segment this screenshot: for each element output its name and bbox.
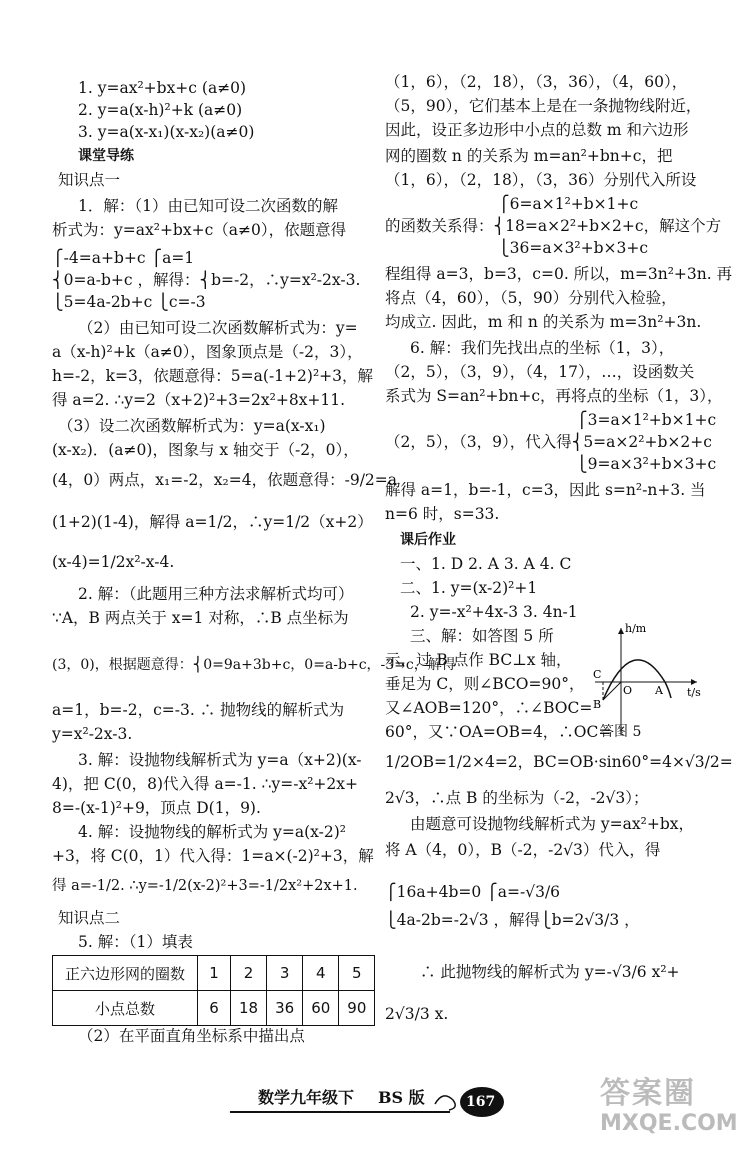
equation-line: ⎨0=a-b+c ，解得：⎨b=-2，∴y=x²-2x-3. <box>52 271 361 289</box>
text-line: 因此，设正多边形中小点的总数 m 和六边形 <box>385 121 689 139</box>
figure-caption: 答图 5 <box>600 724 642 740</box>
text-line: 4. 解：设抛物线的解析式为 y=a(x-2)² <box>78 823 347 841</box>
text-line: 三、解：如答图 5 所 <box>410 627 554 645</box>
text-line: 将点（4，60），（5，90）分别代入检验， <box>385 289 677 307</box>
point-label-o: O <box>623 684 633 697</box>
equation-line: ⎧16a+4b=0 ⎧a=-√3/6 <box>385 883 561 901</box>
ob-segment <box>603 682 621 700</box>
text-line: (x-4)=1/2x²-x-4. <box>52 553 175 571</box>
y-axis-label: h/m <box>625 622 647 635</box>
table-cell: 5 <box>339 956 375 991</box>
table-cell: 60 <box>303 991 339 1026</box>
table-row <box>53 956 375 991</box>
table-cell: 18 <box>231 991 267 1026</box>
text-line: ∵A，B 两点关于 x=1 对称，∴B 点坐标为 <box>52 609 349 627</box>
text-line: 又∠AOB=120°，∴∠BOC= <box>385 699 593 717</box>
text-line: ∴ 此抛物线的解析式为 y=-√3/6 x²+ <box>420 963 680 981</box>
text-line: 4)，把 C(0，8)代入得 a=-1. ∴y=-x²+2x+ <box>52 775 358 793</box>
text-line: （2）在平面直角坐标系中描出点 <box>78 1027 305 1045</box>
page-footer <box>230 1082 530 1122</box>
text-line: +3，将 C(0，1）代入得：1=a×(-2)²+3，解 <box>52 847 374 865</box>
point-label-b: B <box>593 698 602 711</box>
table-cell: 小点总数 <box>53 991 198 1026</box>
text-line: 析式为：y=ax²+bx+c（a≠0），依题意得 <box>52 221 347 239</box>
text-line: 2. 解：（此题用三种方法求解析式均可） <box>78 585 354 603</box>
table-cell: 3 <box>267 956 303 991</box>
table-cell: 正六边形网的圈数 <box>53 956 198 991</box>
text-line: (4，0）两点，x₁=-2，x₂=4，依题意得：-9/2=a <box>52 471 398 489</box>
text-line: 1/2OB=1/2×4=2，BC=OB·sin60°=4×√3/2= <box>385 753 733 771</box>
equation-line: ⎧3=a×1²+b×1+c <box>576 411 717 429</box>
equation-line: ⎩4a-2b=-2√3 ，解得⎩b=2√3/3 ， <box>385 911 640 929</box>
text-line: y=x²-2x-3. <box>52 725 133 743</box>
text-line: （3）设二次函数解析式为：y=a(x-x₁) <box>58 417 326 435</box>
watermark-title: 答案圈 <box>600 1076 696 1111</box>
equation-line: ⎧6=a×1²+b×1+c <box>498 195 639 213</box>
text-line: 垂足为 C，则∠BCO=90°， <box>385 675 585 693</box>
text-line: 将 A（4，0），B（-2，-2√3）代入，得 <box>385 841 661 859</box>
watermark-domain: MXQE.COM <box>600 1111 738 1136</box>
text-line: （5，90），它们基本上是在一条抛物线附近， <box>385 97 702 115</box>
table-row <box>53 991 375 1026</box>
text-line: 系式为 S=an²+bn+c，再将点的坐标（1，3）， <box>385 387 723 405</box>
x-axis-arrow <box>691 679 697 685</box>
text-line: 一、1. D 2. A 3. A 4. C <box>400 555 572 573</box>
table-cell: 2 <box>231 956 267 991</box>
text-line: 网的圈数 n 的关系为 m=an²+bn+c，把 <box>385 147 673 165</box>
equation-line: 的函数关系得：⎨18=a×2²+b×2+c，解这个方 <box>385 217 722 235</box>
text-line: 二、1. y=(x-2)²+1 <box>400 579 538 597</box>
text-line: (x-x₂)．(a≠0)，图象与 x 轴交于（-2，0）， <box>52 441 359 459</box>
text-line: （1，6），（2，18），（3，36）分别代入所设 <box>385 171 697 189</box>
text-line: 1. y=ax²+bx+c (a≠0) <box>78 79 247 97</box>
page-number: 167 <box>466 1094 496 1110</box>
subheading: 知识点二 <box>58 909 121 927</box>
text-line: 5. 解：（1）填表 <box>78 933 193 951</box>
text-line: n=6 时，s=33. <box>385 505 500 523</box>
equation-line: ⎩36=a×3²+b×3+c <box>498 239 649 257</box>
text-line: （2，5），（3，9），（4，17），…，设函数关 <box>385 363 695 381</box>
x-axis-label: t/s <box>687 686 701 699</box>
table-cell: 36 <box>267 991 303 1026</box>
text-line: 解得 a=1，b=-1，c=3，因此 s=n²-n+3. 当 <box>385 481 706 499</box>
text-line: 3. y=a(x-x₁)(x-x₂)(a≠0) <box>78 123 255 141</box>
equation-line: ⎩5=4a-2b+c ⎩c=-3 <box>52 293 206 311</box>
text-line: 2. y=a(x-h)²+k (a≠0) <box>78 101 243 119</box>
data-table <box>52 955 375 1026</box>
equation-line: ⎧-4=a+b+c ⎧a=1 <box>52 249 195 267</box>
text-line: h=-2，k=3，依题意得：5=a(-1+2)²+3，解 <box>52 367 374 385</box>
text-line: 均成立. 因此，m 和 n 的关系为 m=3n²+3n. <box>385 313 702 331</box>
text-line: 3. 解：设抛物线解析式为 y=a（x+2)(x- <box>78 751 362 769</box>
equation-line: （2，5），（3，9），代入得⎨5=a×2²+b×2+c <box>385 433 712 451</box>
section-heading: 课后作业 <box>400 532 456 548</box>
text-line: 程组得 a=3，b=3，c=0. 所以，m=3n²+3n. 再 <box>385 265 733 283</box>
point-label-a: A <box>655 684 663 697</box>
text-line: 2. y=-x²+4x-3 3. 4n-1 <box>410 603 578 621</box>
footer-edition: BS 版 <box>378 1088 425 1107</box>
y-axis-arrow <box>618 628 624 634</box>
text-line: a（x-h)²+k（a≠0），图象顶点是（-2，3）， <box>52 343 363 361</box>
watermark-logo <box>600 1077 740 1147</box>
section-heading: 课堂导练 <box>78 148 134 164</box>
text-line: 得 a=2. ∴y=2（x+2)²+3=2x²+8x+11. <box>52 391 346 409</box>
text-line: 1．解：（1）由已知可设二次函数的解 <box>78 197 338 215</box>
table-cell: 90 <box>339 991 375 1026</box>
text-line: a=1，b=-2，c=-3. ∴ 抛物线的解析式为 <box>52 701 345 719</box>
footer-title: 数学九年级下 <box>258 1088 355 1107</box>
text-line: (1+2)(1-4)，解得 a=1/2，∴y=1/2（x+2） <box>52 513 373 531</box>
equation-line: ⎩9=a×3²+b×3+c <box>576 455 717 473</box>
text-line: 2√3，∴点 B 的坐标为（-2，-2√3）； <box>385 789 649 807</box>
subheading: 知识点一 <box>58 171 121 189</box>
text-line: 2√3/3 x. <box>385 1005 449 1023</box>
text-line: （2）由已知可设二次函数解析式为：y= <box>78 319 358 337</box>
text-line: (3，0)，根据题意得：⎨0=9a+3b+c，0=a-b+c，-3=c，解得 <box>52 657 456 673</box>
text-line: 8=-(x-1)²+9，顶点 D(1，9). <box>52 799 261 817</box>
text-line: 得 a=-1/2. ∴y=-1/2(x-2)²+3=-1/2x²+2x+1. <box>52 878 358 894</box>
text-line: 示，过 B 点作 BC⊥x 轴， <box>385 651 572 669</box>
point-label-c: C <box>593 668 602 681</box>
text-line: 由题意可设抛物线解析式为 y=ax²+bx， <box>410 815 695 833</box>
table-cell: 4 <box>303 956 339 991</box>
text-line: （1，6），（2，18），（3，36），（4，60）， <box>385 73 688 91</box>
text-line: 60°，又∵OA=OB=4，∴OC= <box>385 723 612 741</box>
table-cell: 1 <box>198 956 231 991</box>
table-cell: 6 <box>198 991 231 1026</box>
text-line: 6. 解：我们先找出点的坐标（1，3）， <box>410 339 675 357</box>
